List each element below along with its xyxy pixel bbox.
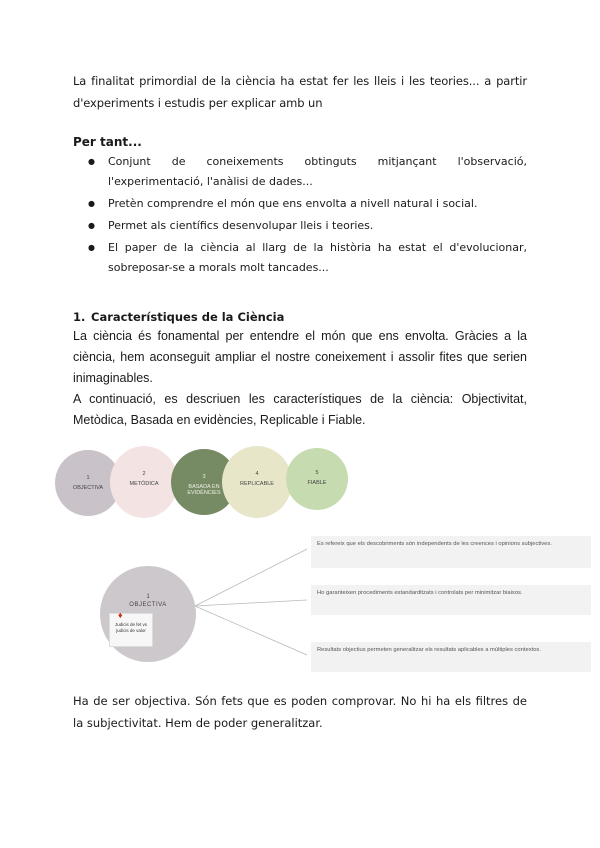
note-box: Es refereix que els descobriments són independents de les creences i opinions subjectives. [311, 536, 591, 568]
center-circle: 1 OBJECTIVA [100, 566, 196, 662]
list-item: ● Permet als científics desenvolupar lleis i teories. [73, 216, 527, 236]
section-title: Característiques de la Ciència [91, 310, 285, 324]
per-tant-list [73, 152, 527, 280]
sticky-note: ♦ Judicis de fet vs judicis de valor [109, 613, 153, 647]
connector-line [195, 606, 307, 655]
characteristics-circles [50, 446, 350, 524]
section-body [73, 326, 527, 431]
intro-paragraph: La finalitat primordial de la ciència ha estat fer les lleis i les teories... a partir d'experiments i estudis per explicar amb un [73, 74, 527, 110]
connector-line [195, 600, 307, 606]
connector-line [195, 549, 307, 606]
objectiva-diagram [73, 530, 552, 680]
list-item: ● El paper de la ciència al llarg de la història ha estat el d'evolucionar, sobreposar-se a morals molt tancades... [73, 238, 527, 278]
circle-replicable: 4 REPLICABLE [222, 446, 292, 518]
note-box: Ho garanteixen procediments estandarditzats i controlats per minimitzar biaixos. [311, 585, 591, 615]
section-body-paragraph-1: La ciència és fonamental per entendre el món que ens envolta. Gràcies a la ciència, hem aconseguit ampliar el nostre coneixement i assolir fites que serien inimaginables. [73, 329, 527, 385]
list-item: ● Pretèn comprendre el món que ens envolta a nivell natural i social. [73, 194, 527, 214]
final-paragraph: Ha de ser objectiva. Són fets que es poden comprovar. No hi ha els filtres de la subjectivitat. Hem de poder generalitzar. [73, 694, 527, 730]
circle-objectiva: 1 OBJECTIVA [55, 450, 121, 516]
section-number: 1. [73, 310, 86, 324]
per-tant-heading: Per tant... [73, 135, 142, 149]
section-body-paragraph-2: A continuació, es descriuen les característiques de la ciència: Objectivitat, Metòdica, Basada en evidències, Replicable i Fiable. [73, 392, 527, 427]
circle-metodica: 2 METÒDICA [110, 446, 178, 518]
note-box: Resultats objectius permeten generalitzar els resultats aplicables a múltiples contextos. [311, 642, 591, 672]
list-item: ● Conjunt de coneixements obtinguts mitjançant l'observació, l'experimentació, l'anàlisi de dades... [73, 152, 527, 192]
circle-fiable: 5 FIABLE [286, 448, 348, 510]
circle-basada-en-evidencies: 3 BASADA EN EVIDÈNCIES [171, 449, 237, 515]
flame-icon: ♦ [118, 610, 123, 620]
